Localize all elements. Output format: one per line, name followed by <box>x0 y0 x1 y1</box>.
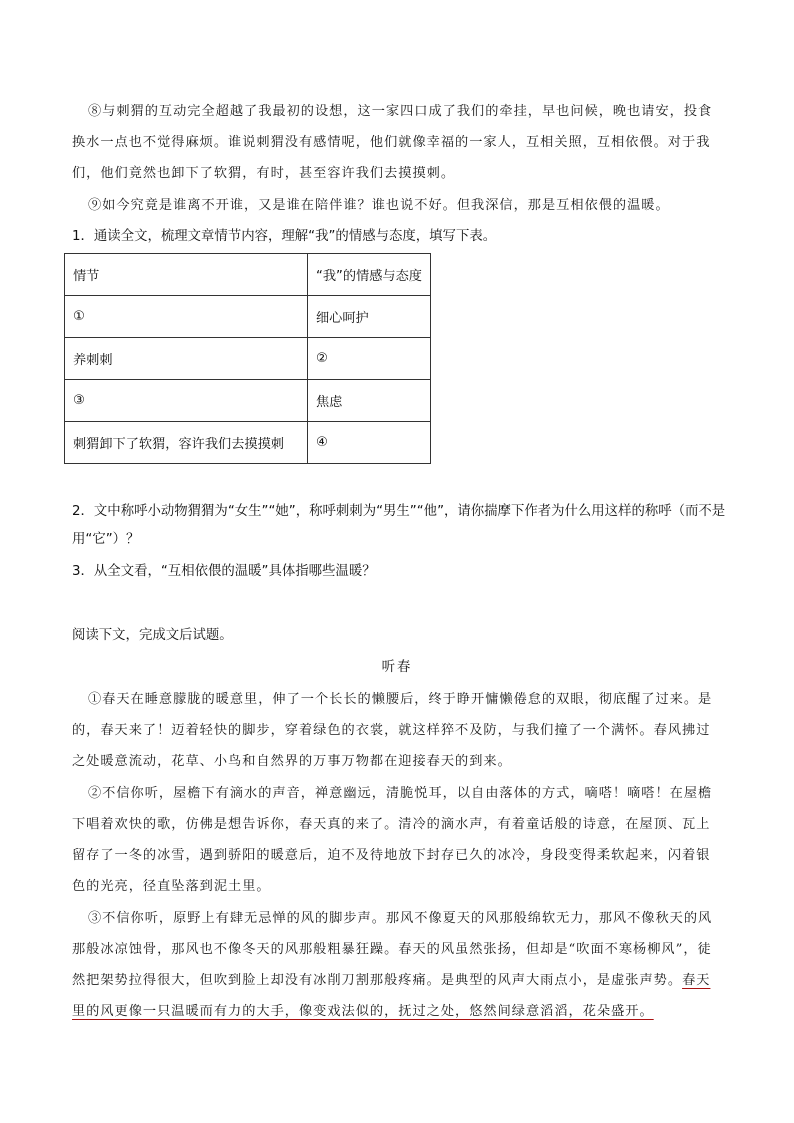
table-cell: 刺猬卸下了软猬，容许我们去摸摸刺 <box>65 422 308 464</box>
table-cell: ① <box>65 296 308 338</box>
table-cell: ③ <box>65 380 308 422</box>
question-2: 2．文中称呼小动物猬猬为“女生”“她”，称呼刺刺为“男生”“他”，请你揣摩下作者为什么用这样的称呼（而不是用“它”）？ <box>72 504 726 547</box>
paragraph-2: ②不信你听，屋檐下有滴水的声音，禅意幽远，清脆悦耳，以自由落体的方式，嘀嗒！嘀嗒！在屋檐下唱着欢快的歌，仿佛是想告诉你，春天真的来了。清冷的滴水声，有着童话般的诗意，在屋顶、瓦上留存了一冬的冰雪，遇到骄阳的暖意后，迫不及待地放下封存已久的冰冷，身段变得柔软起来，闪着银色的光亮，径直坠落到泥土里。 <box>72 786 713 894</box>
table-cell: 细心呵护 <box>308 296 431 338</box>
passage-title: 听春 <box>381 660 413 675</box>
plot-emotion-table <box>64 253 431 464</box>
table-cell: ④ <box>308 422 431 464</box>
table-row <box>65 422 431 464</box>
table-cell: 养刺刺 <box>65 338 308 380</box>
table-row <box>65 338 431 380</box>
paragraph-3-text: ③不信你听，原野上有肆无忌惮的风的脚步声。那风不像夏天的风那般绵软无力，那风不像秋天的风那般冰凉蚀骨，那风也不像冬天的风那般粗暴狂躁。春天的风虽然张扬，但却是“吹面不寒杨柳风”，徒然把架势拉得很大，但吹到脸上却没有冰削刀割那般疼痛。是典型的风声大雨点小，是虚张声势。 <box>72 911 713 988</box>
paragraph-8: ⑧与刺猬的互动完全超越了我最初的设想，这一家四口成了我们的牵挂，早也问候，晚也请安，投食换水一点也不觉得麻烦。谁说刺猬没有感情呢，他们就像幸福的一家人，互相关照，互相依偎。对于我们，他们竟然也卸下了软猬，有时，甚至容许我们去摸摸刺。 <box>72 104 713 181</box>
paragraph-3-underlined: 春天里的风更像一只温暖而有力的大手，像变戏法似的，抚过之处，悠然间绿意滔滔，花朵盛开。 <box>72 973 711 1019</box>
table-cell: ② <box>308 338 431 380</box>
question-1: 1．通读全文，梳理文章情节内容，理解“我”的情感与态度，填写下表。 <box>72 229 497 244</box>
table-header-cell: 情节 <box>65 254 308 296</box>
question-3: 3．从全文看，“互相依偎的温暖”具体指哪些温暖？ <box>72 564 376 579</box>
table-row <box>65 296 431 338</box>
paragraph-9: ⑨如今究竟是谁离不开谁，又是谁在陪伴谁？谁也说不好。但我深信，那是互相依偎的温暖。 <box>88 198 670 213</box>
table-row <box>65 380 431 422</box>
table-cell: 焦虑 <box>308 380 431 422</box>
reading-instruction: 阅读下文，完成文后试题。 <box>72 628 233 643</box>
table-header-cell: “我”的情感与态度 <box>308 254 431 296</box>
table-header-row <box>65 254 431 296</box>
paragraph-1: ①春天在睡意朦胧的暖意里，伸了一个长长的懒腰后，终于睁开慵懒倦怠的双眼，彻底醒了过来。是的，春天来了！迈着轻快的脚步，穿着绿色的衣裳，就这样猝不及防，与我们撞了一个满怀。春风拂过之处暖意流动，花草、小鸟和自然界的万事万物都在迎接春天的到来。 <box>72 692 713 769</box>
paragraph-3 <box>72 903 724 1027</box>
